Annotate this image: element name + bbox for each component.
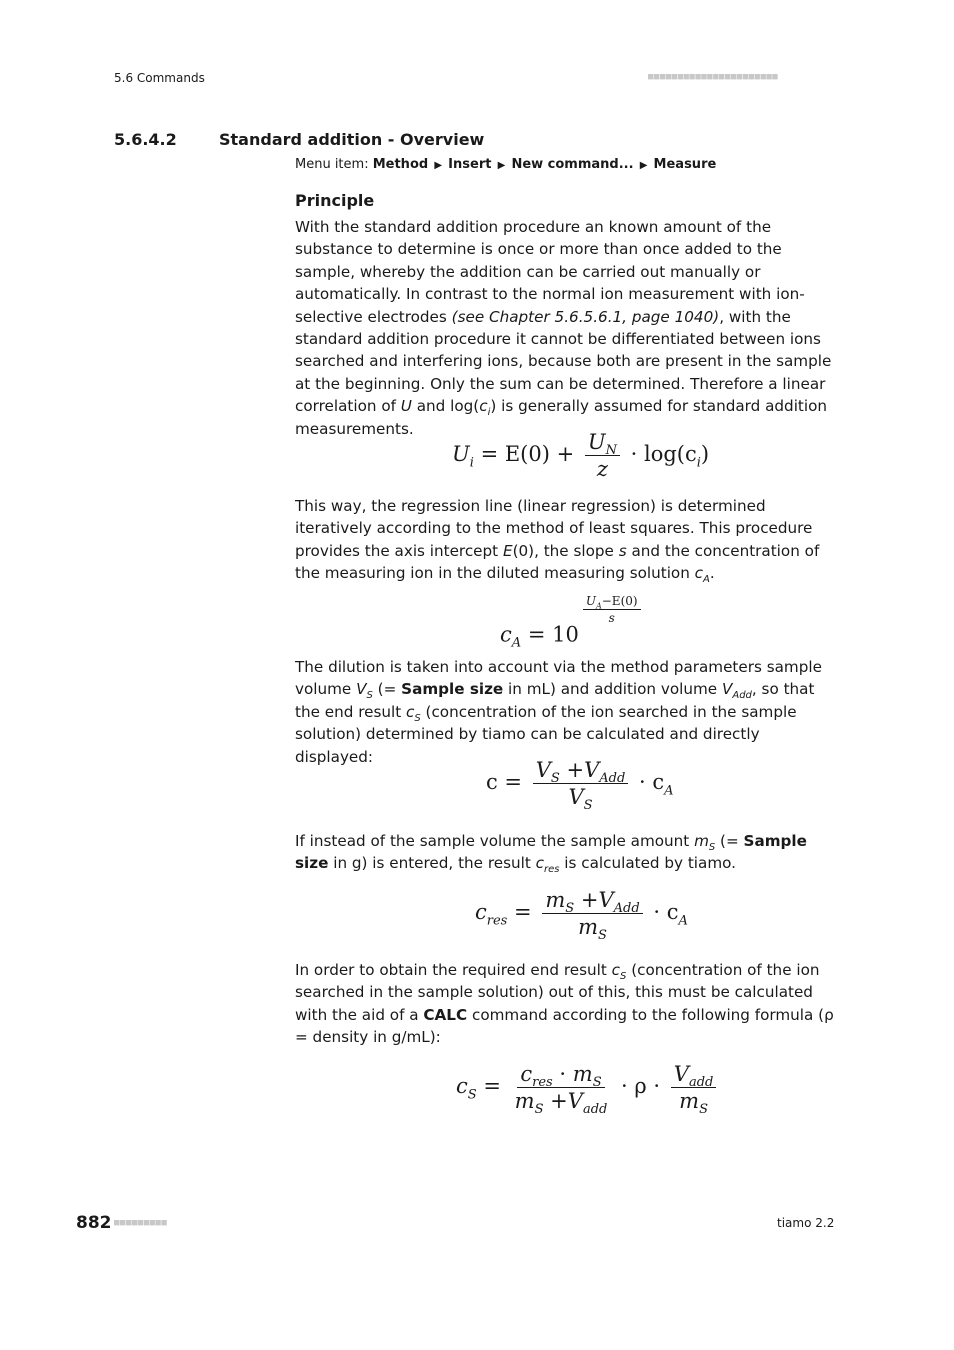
- paragraph-calc: In order to obtain the required end result $c_S$ (concentration of the ion searched in the sample solution) out of this, this must be calculated with the aid of a CALC command according to the following formula (ρ = density in g/mL):: [295, 961, 834, 1047]
- paragraph-principle: With the standard addition procedure an known amount of the substance to determine is once or more than once added to the sample, whereby the addition can be carried out manually or automatically. In contrast to the normal ion measurement with ion-selective electrodes (see Chapter 5.6.5.6.1, page 1040), with the standard addition procedure it cannot be differentiated between ions searched and interfering ions, because both are present in the sample at the beginning. Only the sum can be determined. Therefore a linear correlation of U and $\log(c_i)$ is generally assumed for standard addition measurements.: [295, 218, 832, 438]
- command-calc: CALC: [423, 1005, 468, 1024]
- parameter-sample-size: Sample size: [401, 680, 504, 699]
- formula-end-result: $c_S$ = $\frac{c_{res} \cdot m_S}{m_S +V_{add}}$ · ρ · $\frac{V_{add}}{m_S}$: [456, 1062, 720, 1113]
- parameter-sample-size: Sample size: [295, 832, 807, 873]
- menu-path-item-insert: Insert: [448, 157, 492, 172]
- section-title: Standard addition - Overview: [219, 130, 485, 149]
- page-number: 882: [76, 1213, 112, 1233]
- cross-reference: (see Chapter 5.6.5.6.1, page 1040): [451, 307, 720, 326]
- principle-heading: Principle: [295, 191, 375, 210]
- section-number: 5.6.4.2: [114, 130, 177, 149]
- menu-path-prefix: Menu item:: [295, 157, 373, 172]
- menu-path: [295, 157, 716, 172]
- formula-concentration-mass: $c_{res}$ = $\frac{m_S +V_{Add}}{m_S}$ · $c_A$: [475, 888, 688, 944]
- formula-concentration-a: $c_A = 10$ $\frac{U_A-E(0)}{s}$: [500, 620, 645, 652]
- formula-concentration-volume: c = $\frac{V_S +V_{Add}}{V_S}$ · $c_A$: [486, 758, 674, 814]
- paragraph-sample-amount: If instead of the sample volume the sample amount $m_S$ (= Sample size in g) is entered, the result $c_{res}$ is calculated by tiamo.: [295, 832, 807, 876]
- menu-path-item-method: Method: [372, 157, 429, 172]
- menu-separator-icon: ▶: [639, 160, 648, 171]
- menu-separator-icon: ▶: [497, 160, 506, 171]
- paragraph-regression: This way, the regression line (linear regression) is determined iteratively according to the method of least squares. This procedure provides the axis intercept E(0), the slope s and the concentration of the measuring ion in the diluted measuring solution $c_A$.: [295, 497, 820, 586]
- footer-decoration: ■■■■■■■■■: [114, 1218, 168, 1228]
- menu-path-item-measure: Measure: [653, 157, 717, 172]
- paragraph-dilution: The dilution is taken into account via the method parameters sample volume $V_S$ (= Sample size in mL) and addition volume $V_{Add}$, so that the end result $c_S$ (concentration of the ion searched in the sample solution) determined by tiamo can be calculated and directly displayed:: [295, 658, 822, 766]
- running-head: 5.6 Commands: [114, 71, 205, 85]
- product-name: tiamo 2.2: [777, 1216, 835, 1230]
- menu-path-item-new-command: New command...: [511, 157, 634, 172]
- header-decoration: ■■■■■■■■■■■■■■■■■■■■■■: [648, 72, 779, 82]
- formula-potential: $U_i = E(0)$ + $\frac{U_N}{z}$ · $\log(c_i)$: [452, 430, 710, 482]
- menu-separator-icon: ▶: [434, 160, 443, 171]
